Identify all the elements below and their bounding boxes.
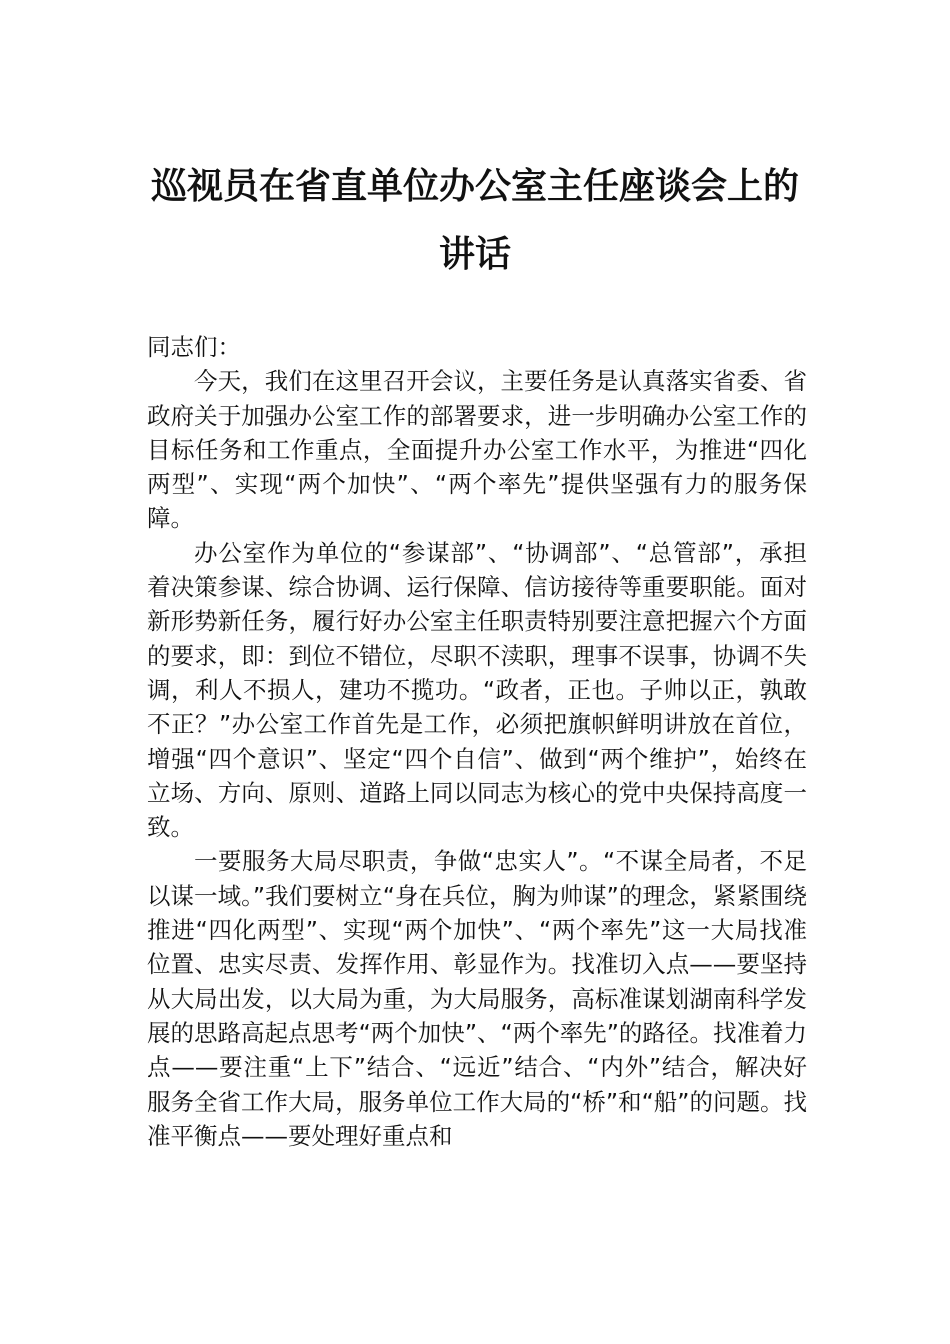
document-title-line-1: 巡视员在省直单位办公室主任座谈会上的 bbox=[150, 165, 799, 207]
paragraph-1: 今天，我们在这里召开会议，主要任务是认真落实省委、省政府关于加强办公室工作的部署要求，进一步明确办公室工作的目标任务和工作重点，全面提升办公室工作水平，为推进“四化两型”、实现“两个加快”、“两个率先”提供坚强有力的服务保障。 bbox=[147, 367, 807, 533]
document-body bbox=[147, 330, 807, 1153]
salutation: 同志们： bbox=[147, 333, 241, 361]
paragraph-2: 办公室作为单位的“参谋部”、“协调部”、“总管部”，承担着决策参谋、综合协调、运行保障、信访接待等重要职能。面对新形势新任务，履行好办公室主任职责特别要注意把握六个方面的要求，即：到位不错位，尽职不渎职，理事不误事，协调不失调，利人不损人，建功不揽功。“政者，正也。子帅以正，孰敢不正？”办公室工作首先是工作，必须把旗帜鲜明讲放在首位，增强“四个意识”、坚定“四个自信”、做到“两个维护”，始终在立场、方向、原则、道路上同以同志为核心的党中央保持高度一致。 bbox=[147, 538, 807, 842]
document-title-line-2: 讲话 bbox=[438, 233, 511, 275]
paragraph-3: 一要服务大局尽职责，争做“忠实人”。“不谋全局者，不足以谋一域。”我们要树立“身在兵位，胸为帅谋”的理念，紧紧围绕推进“四化两型”、实现“两个加快”、“两个率先”这一大局找准位置、忠实尽责、发挥作用、彰显作为。找准切入点——要坚持从大局出发，以大局为重，为大局服务，高标准谋划湖南科学发展的思路高起点思考“两个加快”、“两个率先”的路径。找准着力点——要注重“上下”结合、“远近”结合、“内外”结合，解决好服务全省工作大局，服务单位工作大局的“桥”和“船”的问题。找准平衡点——要处理好重点和 bbox=[147, 847, 807, 1150]
